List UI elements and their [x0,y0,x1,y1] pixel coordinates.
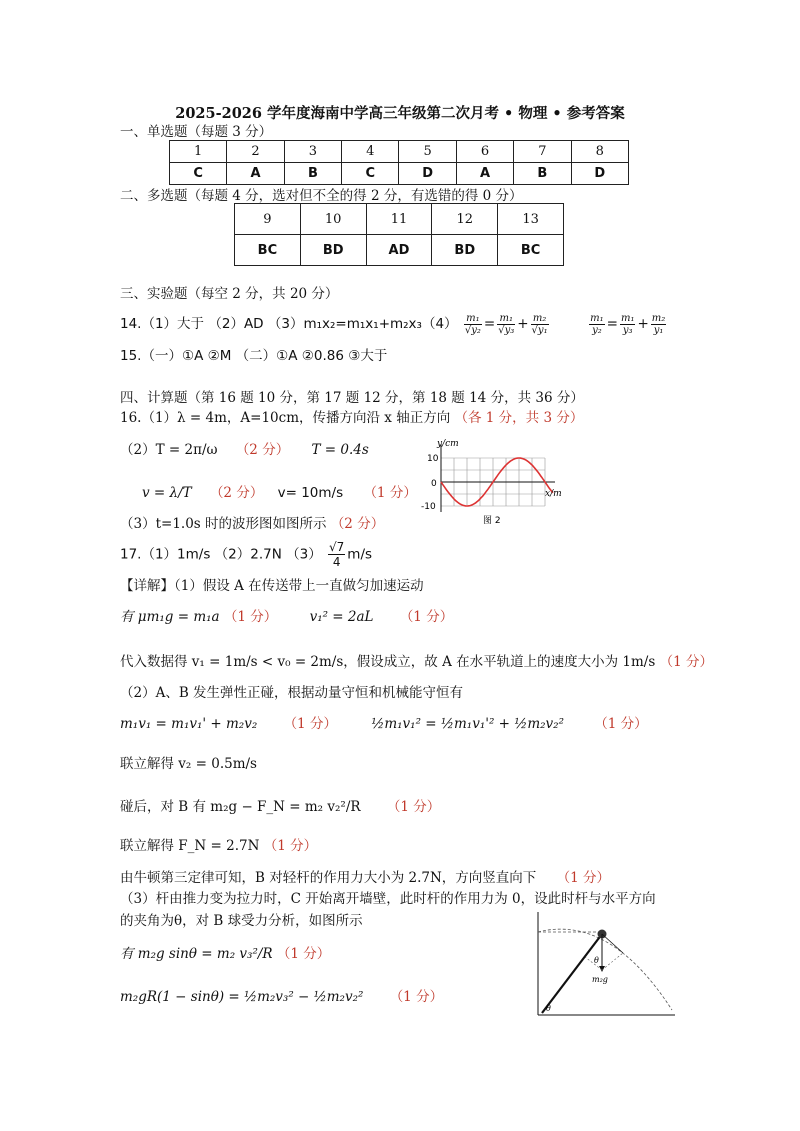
score: （1 分） [276,946,331,962]
score: （1 分） [389,989,444,1005]
qnum: 1 [170,141,227,163]
qnum: 3 [284,141,341,163]
score: （1 分） [399,609,454,625]
eq-row-5: 有 m₂g sinθ = m₂ v₃²/R （1 分） [120,946,331,962]
section-1-heading: 一、单选题（每题 3 分） [120,124,273,140]
detail-heading: 【详解】（1）假设 A 在传送带上一直做匀加速运动 [120,578,424,594]
q16-part3: （3）t=1.0s 时的波形图如图所示 （2 分） [120,516,385,532]
q15-answer: 15.（一）①A ②M （二）①A ②0.86 ③大于 [120,348,388,364]
answer: BD [300,235,366,266]
gravity-arrowhead [599,966,605,972]
q14-text: 14.（1）大于 （2）AD （3）m₁x₂=m₁x₁+m₂x₃（4） [120,316,458,332]
answer: B [284,163,341,185]
score: （1 分） [363,485,417,501]
answer-row [170,163,629,185]
rod [542,934,602,1013]
qnum: 8 [571,141,628,163]
x-axis-label: x/m [545,489,562,499]
q16-part1: 16.（1）λ = 4m，A=10cm，传播方向沿 x 轴正方向 （各 1 分，共 3 分） [120,410,584,426]
qnum: 6 [456,141,513,163]
part-2-heading: （2）A、B 发生弹性正碰，根据动量守恒和机械能守恒有 [120,685,464,701]
score: （1 分） [556,870,610,886]
qnum: 10 [300,204,366,235]
answer: BC [235,235,301,266]
score: （各 1 分，共 3 分） [454,410,584,426]
tick-top: 10 [427,454,439,464]
tick-zero: 0 [431,479,437,489]
qnum: 12 [432,204,498,235]
score: （2 分） [330,516,385,532]
solve-v2: 联立解得 v₂ = 0.5m/s [120,756,257,772]
graph-caption: 图 2 [483,516,501,526]
single-choice-table [169,140,629,185]
answer: A [456,163,513,185]
qnum: 5 [399,141,456,163]
multi-choice-table [234,203,564,266]
answer: D [399,163,456,185]
fraction: $\frac{\text{m₁}}{\text{√y₂}}$ [464,313,481,336]
answer: BD [432,235,498,266]
score: （2 分） [235,442,290,458]
base-angle-label: θ [546,1004,551,1013]
answer-row [235,235,564,266]
q14-answer: 14.（1）大于 （2）AD （3）m₁x₂=m₁x₁+m₂x₃（4） $\frac{\text{m₁}}{\text{√y₂}}$ = $\frac{\text{m₁}}{\text{√y₃}}$ + $\frac{\text{m₂}}{\text{√y₁}}$ $\frac{\text{m₁}}{\text{y₂}}$ = $\frac{\text{m₁}}{\text{y₃}}$ + $\frac{\text{m₂}}{\text{y₁}}$ [120,313,666,336]
part-3-line-1: （3）杆由推力变为拉力时，C 开始离开墙壁，此时杆的作用力为 0，设此时杆与水平方向 [120,891,656,907]
question-number-row [235,204,564,235]
answer: D [571,163,628,185]
solve-fn: 联立解得 F_N = 2.7N （1 分） [120,838,318,854]
answer: A [227,163,284,185]
score: （1 分） [659,654,713,670]
score: （2 分） [209,485,264,501]
qnum: 13 [498,204,564,235]
section-3-heading: 三、实验题（每空 2 分，共 20 分） [120,286,339,302]
section-4-heading: 四、计算题（第 16 题 10 分，第 17 题 12 分，第 18 题 14 分，共 36 分） [120,390,584,406]
eq-row-1: 有 μm₁g = m₁a （1 分） v₁² = 2aL （1 分） [120,609,454,625]
wave-graph [405,436,570,528]
page-title: 2025-2026 学年度海南中学高三年级第二次月考 • 物理 • 参考答案 [175,105,625,122]
question-number-row [170,141,629,163]
substitution-line: 代入数据得 v₁ = 1m/s < v₀ = 2m/s，假设成立，故 A 在水平轨道上的速度大小为 1m/s （1 分） [120,654,713,670]
qnum: 11 [366,204,432,235]
score: （1 分） [386,799,441,815]
qnum: 2 [227,141,284,163]
y-axis-label: y/cm [437,439,459,449]
qnum: 7 [514,141,571,163]
tick-bottom: -10 [421,502,436,512]
component-dashed [602,953,623,970]
gravity-label: m₂g [592,975,608,984]
arc-path [538,929,672,1010]
answer: BC [498,235,564,266]
q16-velocity: v = λ/T （2 分） v= 10m/s （1 分） [142,485,417,501]
angle-label: θ [594,956,599,965]
component-arrow [602,934,623,953]
section-2-heading: 二、多选题（每题 4 分，选对但不全的得 2 分，有选错的得 0 分） [120,188,523,204]
score: （1 分） [263,838,318,854]
q17-answers: 17.（1）1m/s （2）2.7N （3） $\frac{√7}{4}$ m/s [120,540,373,569]
force-diagram [530,910,680,1020]
qnum: 9 [235,204,301,235]
eq-row-2: m₁v₁ = m₁v₁' + m₂v₂ （1 分） ½m₁v₁² = ½m₁v₁'² + ½m₂v₂² （1 分） [120,716,648,732]
score: （1 分） [223,609,278,625]
score: （1 分） [283,716,337,732]
answer: B [514,163,571,185]
answer: AD [366,235,432,266]
after-collision: 碰后，对 B 有 m₂g − F_N = m₂ v₂²/R （1 分） [120,799,441,815]
eq-row-6: m₂gR(1 − sinθ) = ½m₂v₃² − ½m₂v₂² （1 分） [120,989,444,1005]
newton-third: 由牛顿第三定律可知，B 对轻杆的作用力大小为 2.7N，方向竖直向下 （1 分） [120,870,610,886]
qnum: 4 [342,141,399,163]
answer: C [342,163,399,185]
answer: C [170,163,227,185]
score: （1 分） [594,716,648,732]
q16-part2: （2）T = 2π/ω （2 分） T = 0.4s [120,442,369,458]
part-3-line-2: 的夹角为θ，对 B 球受力分析，如图所示 [120,913,363,929]
